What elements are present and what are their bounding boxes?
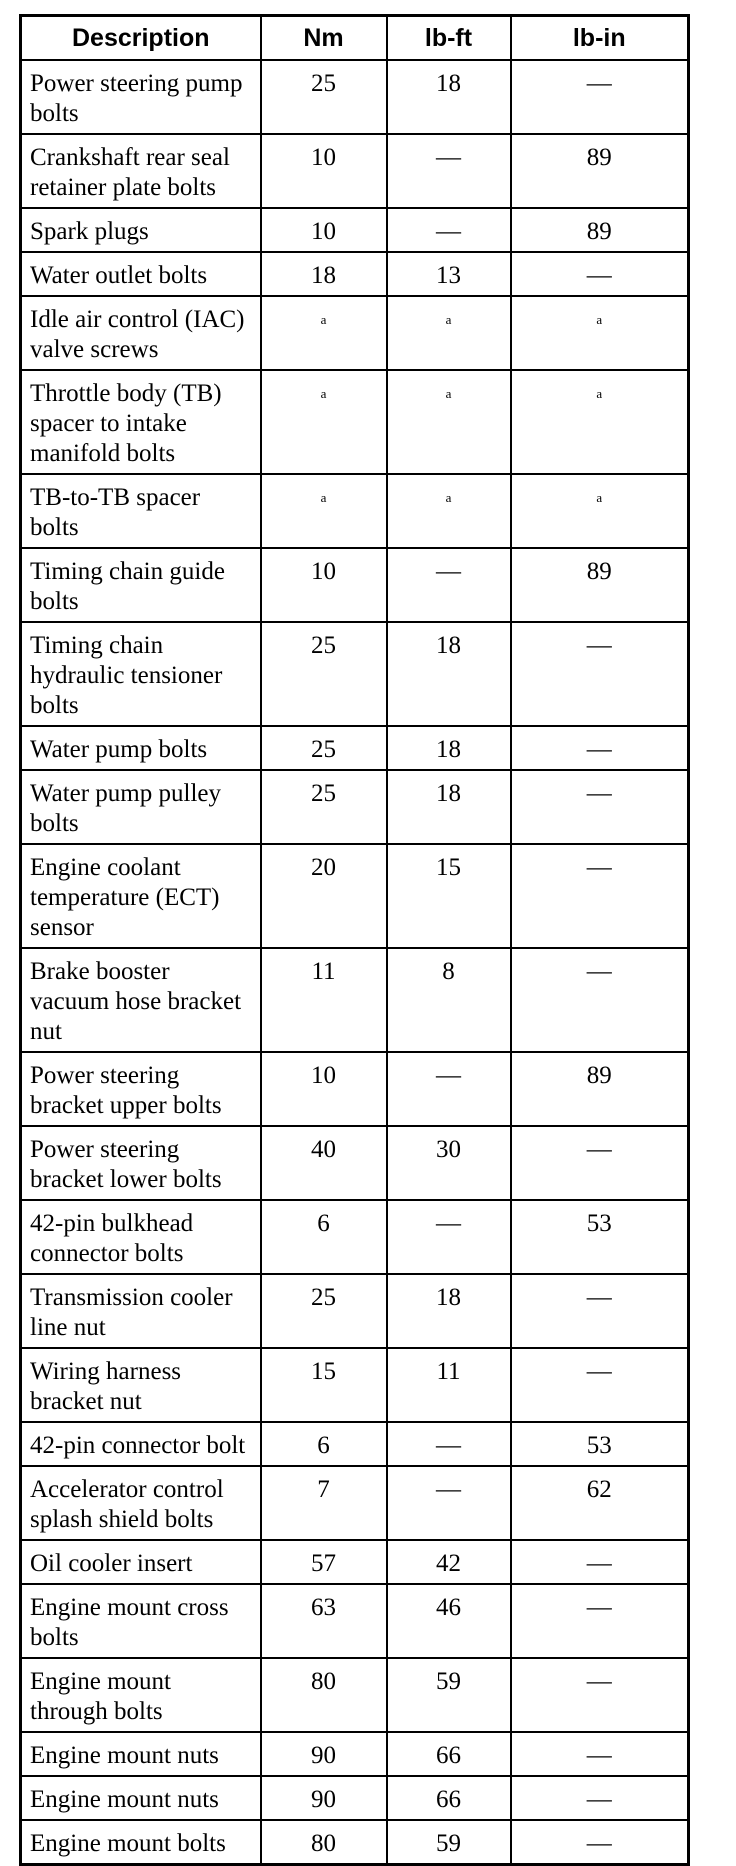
cell-lbft: 30 — [387, 1126, 511, 1200]
cell-lbin: a — [511, 370, 689, 474]
cell-lbin: — — [511, 1274, 689, 1348]
cell-nm: 7 — [261, 1466, 387, 1540]
cell-description: Engine mount nuts — [21, 1732, 261, 1776]
table-row — [21, 548, 689, 622]
table-row — [21, 1584, 689, 1658]
table-row — [21, 1052, 689, 1126]
table-row — [21, 948, 689, 1052]
cell-description: Engine mount bolts — [21, 1820, 261, 1865]
cell-description: Transmission cooler line nut — [21, 1274, 261, 1348]
cell-description: Water outlet bolts — [21, 252, 261, 296]
table-row — [21, 1732, 689, 1776]
cell-nm: 10 — [261, 548, 387, 622]
cell-description: Power steering bracket upper bolts — [21, 1052, 261, 1126]
cell-lbin: 89 — [511, 208, 689, 252]
cell-lbft: — — [387, 548, 511, 622]
table-row — [21, 252, 689, 296]
cell-description: Idle air control (IAC) valve screws — [21, 296, 261, 370]
cell-lbft: — — [387, 1466, 511, 1540]
cell-lbft: — — [387, 1052, 511, 1126]
cell-description: Engine mount cross bolts — [21, 1584, 261, 1658]
cell-description: Engine mount nuts — [21, 1776, 261, 1820]
cell-lbft: 18 — [387, 726, 511, 770]
cell-description: Water pump pulley bolts — [21, 770, 261, 844]
cell-lbin: — — [511, 622, 689, 726]
table-row — [21, 1820, 689, 1865]
cell-nm: 10 — [261, 208, 387, 252]
cell-nm: a — [261, 296, 387, 370]
table-row — [21, 1422, 689, 1466]
cell-lbft: — — [387, 134, 511, 208]
cell-nm: 6 — [261, 1200, 387, 1274]
cell-description: Throttle body (TB) spacer to intake manifold bolts — [21, 370, 261, 474]
cell-lbft: 42 — [387, 1540, 511, 1584]
header-lbin: lb-in — [511, 16, 689, 61]
cell-lbft: — — [387, 1422, 511, 1466]
cell-description: Wiring harness bracket nut — [21, 1348, 261, 1422]
cell-lbin: a — [511, 474, 689, 548]
table-row — [21, 1200, 689, 1274]
cell-lbft: 18 — [387, 622, 511, 726]
cell-nm: 20 — [261, 844, 387, 948]
table-row — [21, 1776, 689, 1820]
cell-lbft: 66 — [387, 1776, 511, 1820]
cell-lbft: 46 — [387, 1584, 511, 1658]
cell-lbin: — — [511, 1126, 689, 1200]
cell-lbin: — — [511, 1776, 689, 1820]
cell-description: Power steering pump bolts — [21, 60, 261, 134]
table-row — [21, 1274, 689, 1348]
cell-lbft: 66 — [387, 1732, 511, 1776]
cell-nm: 11 — [261, 948, 387, 1052]
cell-nm: 25 — [261, 726, 387, 770]
cell-nm: 80 — [261, 1658, 387, 1732]
cell-nm: 18 — [261, 252, 387, 296]
cell-nm: a — [261, 474, 387, 548]
header-row — [21, 16, 689, 61]
cell-lbin: 89 — [511, 134, 689, 208]
table-row — [21, 1348, 689, 1422]
cell-nm: 40 — [261, 1126, 387, 1200]
cell-lbin: — — [511, 1732, 689, 1776]
cell-description: Accelerator control splash shield bolts — [21, 1466, 261, 1540]
cell-description: Engine coolant temperature (ECT) sensor — [21, 844, 261, 948]
cell-lbin: — — [511, 770, 689, 844]
cell-lbin: — — [511, 726, 689, 770]
header-lbft: lb-ft — [387, 16, 511, 61]
table-row — [21, 60, 689, 134]
table-row — [21, 134, 689, 208]
cell-lbin: 89 — [511, 1052, 689, 1126]
cell-description: TB-to-TB spacer bolts — [21, 474, 261, 548]
cell-lbin: — — [511, 948, 689, 1052]
cell-lbin: — — [511, 1348, 689, 1422]
table-row — [21, 474, 689, 548]
cell-nm: 90 — [261, 1732, 387, 1776]
cell-description: Power steering bracket lower bolts — [21, 1126, 261, 1200]
cell-lbft: 18 — [387, 1274, 511, 1348]
cell-lbft: 11 — [387, 1348, 511, 1422]
cell-description: 42-pin bulkhead connector bolts — [21, 1200, 261, 1274]
cell-lbin: — — [511, 1540, 689, 1584]
cell-lbft: — — [387, 1200, 511, 1274]
cell-lbft: 18 — [387, 60, 511, 134]
cell-nm: 25 — [261, 622, 387, 726]
cell-nm: 6 — [261, 1422, 387, 1466]
table-row — [21, 296, 689, 370]
cell-lbft: — — [387, 208, 511, 252]
cell-lbin: — — [511, 1658, 689, 1732]
header-nm: Nm — [261, 16, 387, 61]
cell-description: Spark plugs — [21, 208, 261, 252]
cell-description: 42-pin connector bolt — [21, 1422, 261, 1466]
cell-lbin: — — [511, 1584, 689, 1658]
cell-lbin: 89 — [511, 548, 689, 622]
table-row — [21, 208, 689, 252]
cell-nm: 80 — [261, 1820, 387, 1865]
cell-lbft: a — [387, 296, 511, 370]
cell-lbft: 59 — [387, 1820, 511, 1865]
cell-description: Crankshaft rear seal retainer plate bolts — [21, 134, 261, 208]
cell-lbft: 18 — [387, 770, 511, 844]
cell-lbft: 13 — [387, 252, 511, 296]
cell-nm: 90 — [261, 1776, 387, 1820]
table-row — [21, 844, 689, 948]
table-row — [21, 726, 689, 770]
cell-description: Brake booster vacuum hose bracket nut — [21, 948, 261, 1052]
header-description: Description — [21, 16, 261, 61]
cell-lbft: 15 — [387, 844, 511, 948]
cell-nm: 25 — [261, 60, 387, 134]
table-row — [21, 370, 689, 474]
table-row — [21, 1466, 689, 1540]
torque-specifications-table — [19, 14, 690, 1866]
cell-lbin: 53 — [511, 1200, 689, 1274]
table-row — [21, 622, 689, 726]
cell-nm: a — [261, 370, 387, 474]
cell-description: Water pump bolts — [21, 726, 261, 770]
cell-nm: 15 — [261, 1348, 387, 1422]
cell-lbin: — — [511, 252, 689, 296]
table-row — [21, 1126, 689, 1200]
cell-lbin: — — [511, 60, 689, 134]
cell-description: Engine mount through bolts — [21, 1658, 261, 1732]
table-row — [21, 770, 689, 844]
cell-lbft: a — [387, 370, 511, 474]
cell-nm: 63 — [261, 1584, 387, 1658]
table-row — [21, 1658, 689, 1732]
cell-nm: 57 — [261, 1540, 387, 1584]
table-body — [21, 60, 689, 1865]
cell-nm: 25 — [261, 770, 387, 844]
cell-nm: 10 — [261, 1052, 387, 1126]
cell-description: Timing chain hydraulic tensioner bolts — [21, 622, 261, 726]
cell-lbin: 62 — [511, 1466, 689, 1540]
cell-description: Oil cooler insert — [21, 1540, 261, 1584]
cell-lbft: 8 — [387, 948, 511, 1052]
cell-lbft: a — [387, 474, 511, 548]
cell-lbin: — — [511, 1820, 689, 1865]
cell-lbin: — — [511, 844, 689, 948]
cell-nm: 10 — [261, 134, 387, 208]
cell-lbin: 53 — [511, 1422, 689, 1466]
cell-lbft: 59 — [387, 1658, 511, 1732]
cell-lbin: a — [511, 296, 689, 370]
table-row — [21, 1540, 689, 1584]
cell-description: Timing chain guide bolts — [21, 548, 261, 622]
cell-nm: 25 — [261, 1274, 387, 1348]
